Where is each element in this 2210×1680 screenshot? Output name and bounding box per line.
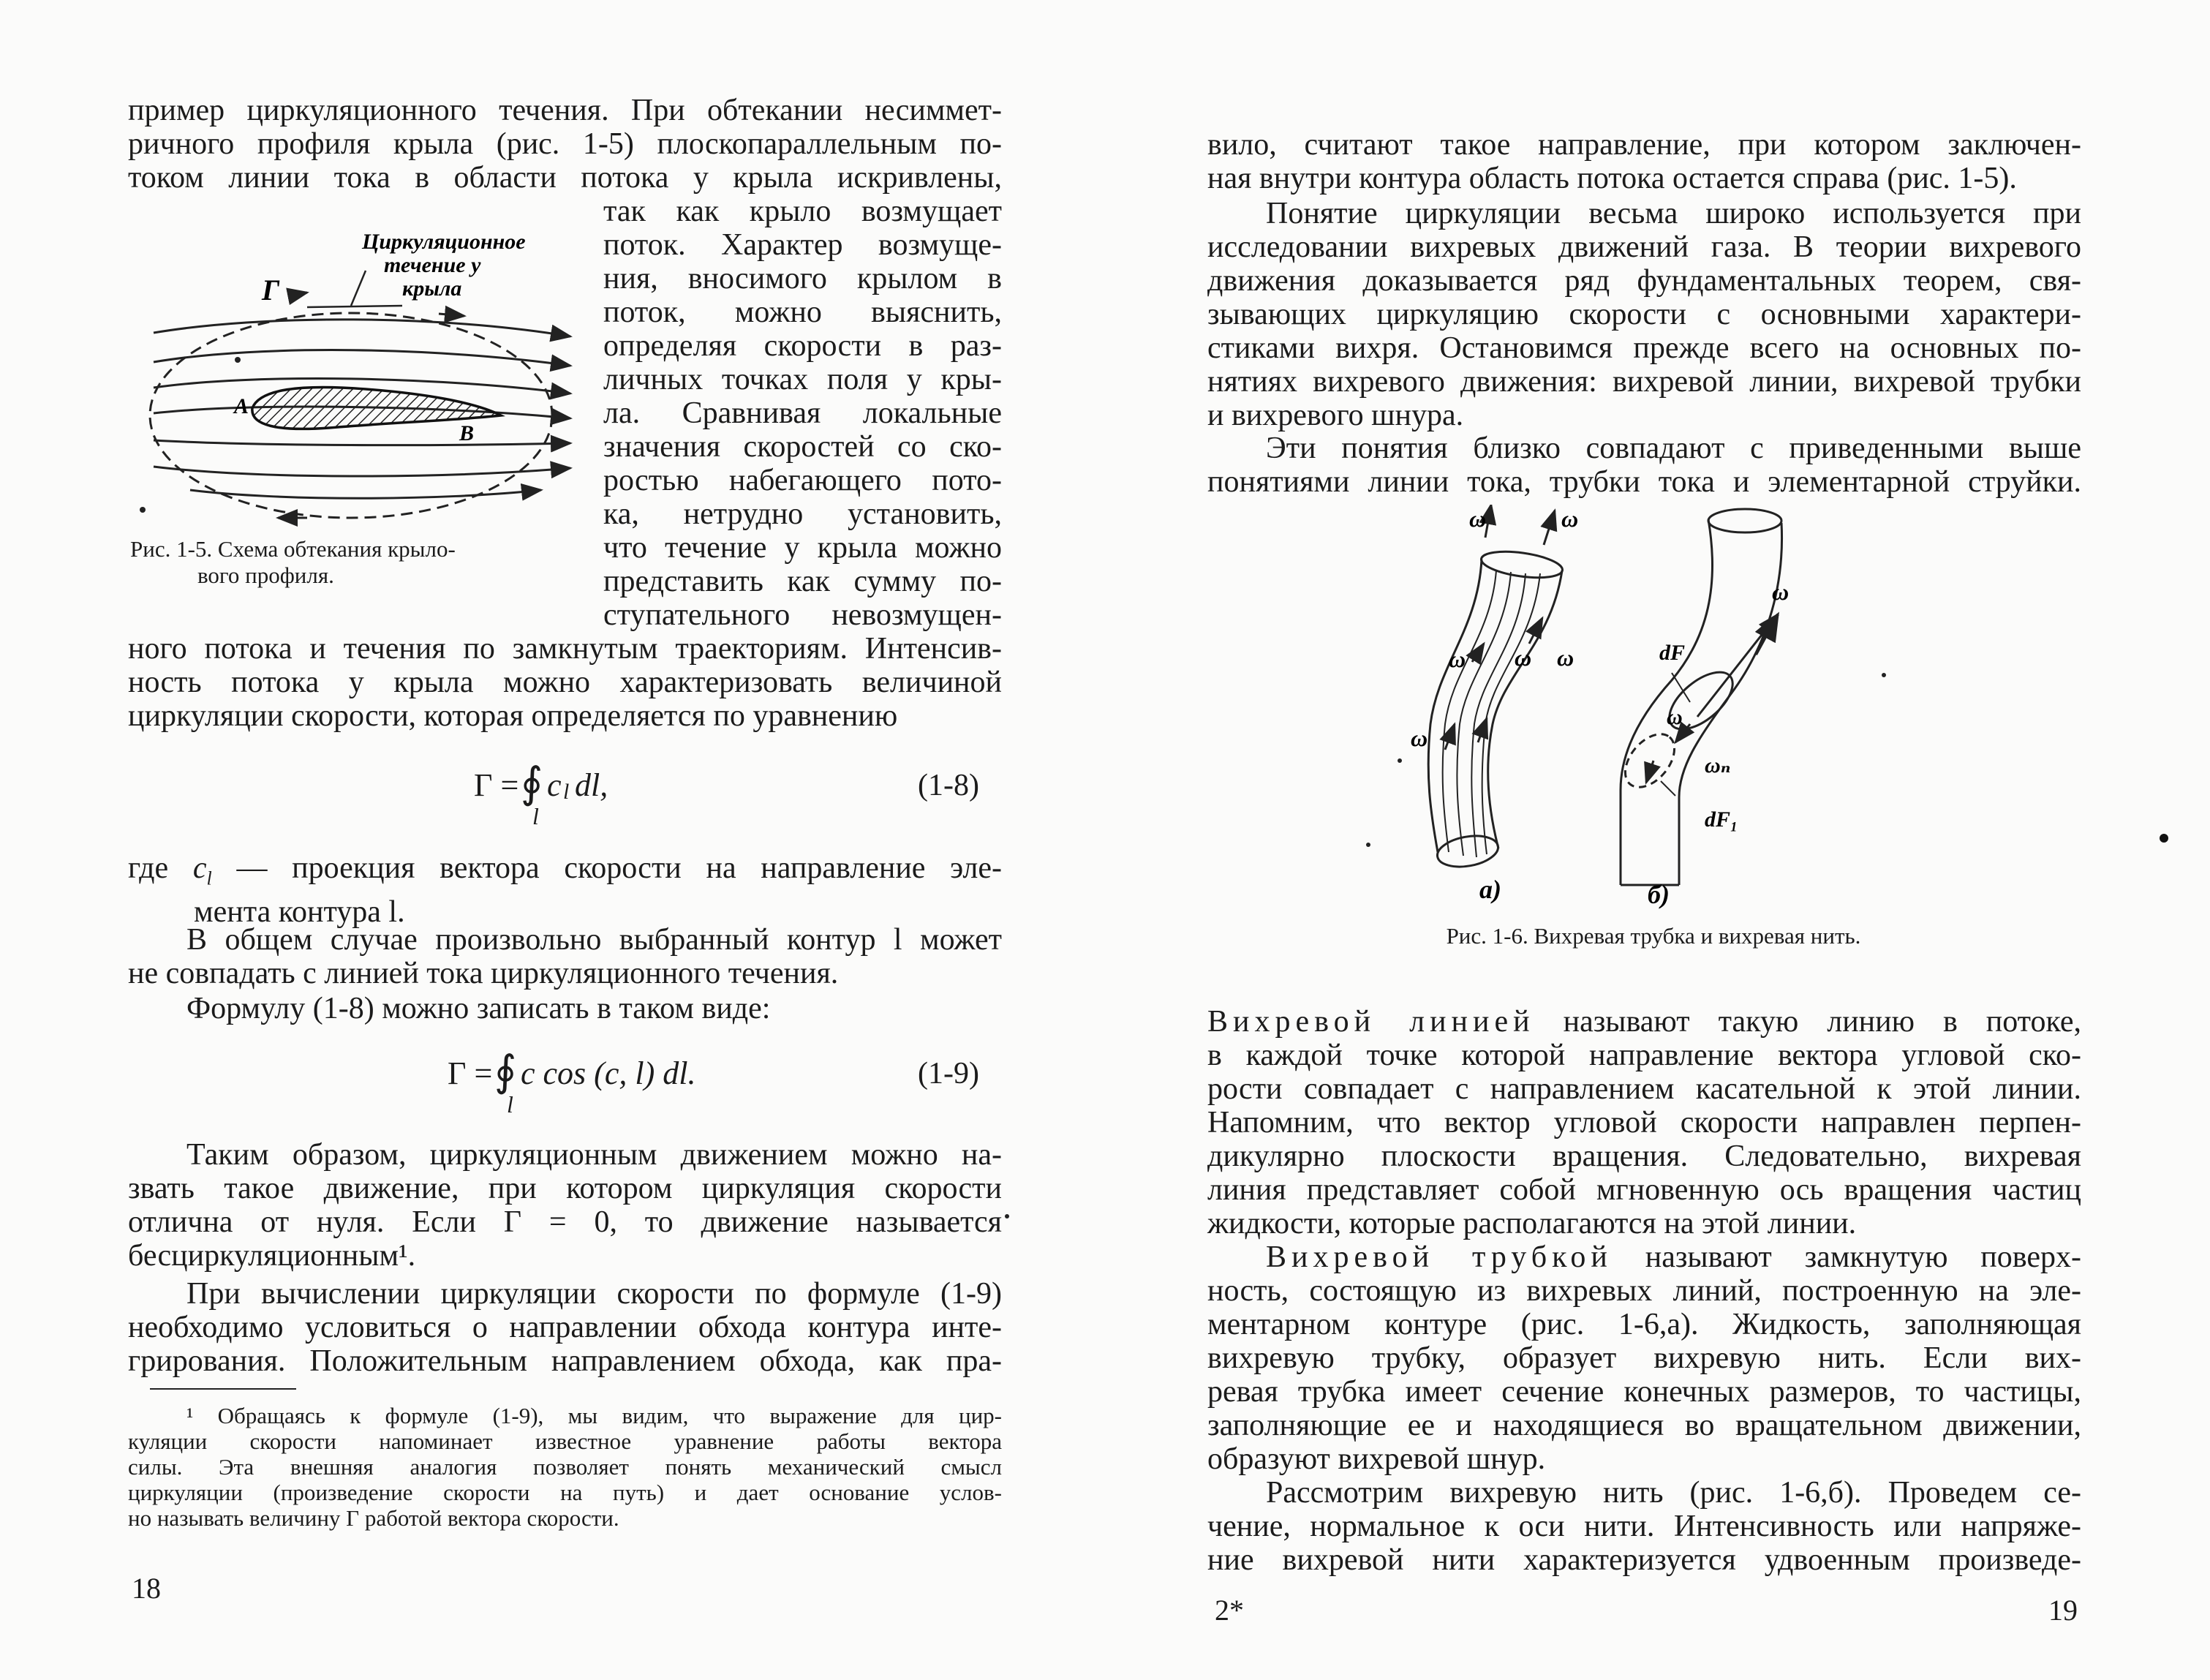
consider-paragraph [1207, 1476, 2081, 1577]
label-underline [307, 306, 402, 307]
close-paragraph [1207, 432, 2081, 499]
text-line: так как крыло возмущает [603, 195, 1002, 228]
circulation-label-line1: Циркуляционное [362, 230, 526, 254]
omega-label: ω [1515, 644, 1532, 671]
text-line: в каждой точке которой направление вектора угловой ско- [1207, 1039, 2081, 1072]
stray-dot [140, 507, 146, 513]
text-line: ментарном контуре (рис. 1-6,а). Жидкость, заполняющая [1207, 1308, 2081, 1341]
omega-arrow [1544, 511, 1555, 545]
text-line: представить как сумму по- [603, 565, 1002, 598]
omega-vector [1697, 614, 1778, 717]
equation-body: c [547, 767, 562, 803]
leader-line [351, 271, 366, 306]
text-line: ная внутри контура область потока остается справа (рис. 1-5). [1207, 162, 2017, 195]
integral-contour-label: l [532, 803, 539, 829]
footnote-line: но называть величину Г работой вектора скорости. [128, 1505, 619, 1531]
text-line: ла. Сравнивая локальные [603, 396, 1002, 430]
text-line: необходимо условиться о направлении обхода контура инте- [128, 1311, 1002, 1344]
formula-intro-paragraph [186, 992, 991, 1025]
where-text: — проекция вектора скорости на направление эле- [236, 851, 1002, 885]
text-line: ния, вносимого крылом в [603, 262, 1002, 295]
figure-1-6-caption: Рис. 1-6. Вихревая трубка и вихревая нить. [1446, 923, 1861, 949]
text-line: линия представляет собой мгновенную ось вращения частиц [1207, 1173, 2081, 1207]
where-paragraph [128, 851, 1002, 929]
tube-bottom-section [1435, 832, 1501, 871]
page-number: 19 [2048, 1594, 2078, 1627]
omega-label: ω [1667, 705, 1683, 729]
omega-label: ω [1449, 646, 1466, 672]
text-line: не совпадать с линией тока циркуляционного течения. [128, 957, 839, 990]
contour-integral-symbol: ∮ [494, 1047, 517, 1095]
text-line: Вихревой линией называют такую линию в потоке, [1207, 1005, 2081, 1039]
filament-top-section [1708, 509, 1781, 532]
vortex-line-paragraph [1207, 1005, 2081, 1240]
text-line: ступательного невозмущен- [603, 598, 1002, 632]
dF1-pointer [1646, 761, 1653, 783]
text-line: вихревую трубку, образует вихревую нить. Если вих- [1207, 1341, 2081, 1375]
text-line: бесциркуляционным¹. [128, 1239, 416, 1273]
term-vortex-line: Вихревой линией [1207, 1005, 1535, 1039]
text-line: Напомним, что вектор угловой скорости направлен перпен- [1207, 1106, 2081, 1140]
equation-lhs: Г = [448, 1055, 493, 1091]
text-line: чение, нормальное к оси нити. Интенсивность или напряже- [1207, 1510, 2081, 1543]
text-line: нятиях вихревого движения: вихревой линии, вихревой трубки [1207, 365, 2081, 399]
text-line: дикулярно плоскости вращения. Следовательно, вихревая [1207, 1140, 2081, 1173]
text-line: личных точках поля у кры- [603, 363, 1002, 396]
gamma-label: Г [262, 274, 280, 306]
text-line: поток, можно выяснить, [603, 295, 1002, 329]
equation-body: c cos (c, l) dl. [521, 1055, 696, 1091]
tube-left-edge [1428, 560, 1482, 852]
streamline [190, 490, 541, 498]
omega-arrow [1756, 614, 1778, 655]
circulation-label-line3: крыла [402, 276, 462, 301]
text-line: образуют вихревой шнур. [1207, 1442, 1546, 1476]
stray-dot [1882, 673, 1886, 677]
left-continue-paragraph [128, 632, 1002, 733]
footnote-line: ¹ Обращаясь к формуле (1-9), мы видим, что выражение для цир- [186, 1403, 1002, 1428]
omega-label: ω [1469, 505, 1487, 532]
equation-tail: dl, [575, 767, 608, 803]
text-line: где $c_l$ — проекция вектора скорости на направление эле- [128, 851, 1002, 889]
omega-arrow [1478, 718, 1487, 742]
contour-integral-symbol: ∮ [521, 759, 543, 807]
stray-dot [1398, 758, 1402, 763]
stray-dot [1366, 843, 1370, 847]
text-line: ность, состоящую из вихревых линий, построенную на эле- [1207, 1274, 2081, 1308]
streamline [154, 440, 570, 445]
figure-1-5-airfoil-flow [132, 227, 600, 534]
right-intro-paragraph [1207, 128, 2081, 195]
omega-label: ω [1561, 505, 1579, 532]
text-line: что течение у крыла можно [603, 531, 1002, 565]
filament-left-edge [1621, 519, 1713, 885]
text-line: ние вихревой нити характеризуется удвоенным произведе- [1207, 1543, 2081, 1577]
tube-right-edge [1488, 570, 1562, 848]
text-line: В общем случае произвольно выбранный контур l может [186, 923, 1002, 957]
omega-arrow [1445, 724, 1455, 750]
footnote-line: куляции скорости напоминает известное уравнение работы вектора [128, 1428, 1002, 1454]
point-a-label: А [234, 394, 249, 418]
calc-paragraph [128, 1277, 1002, 1378]
text-line: вило, считают такое направление, при котором заключен- [1207, 128, 2081, 162]
text-line: грирования. Положительным направлением обхода, как пра- [128, 1344, 1002, 1378]
general-case-paragraph [128, 923, 1002, 990]
dF1-leader [1661, 781, 1675, 796]
text-line: стиками вихря. Остановимся прежде всего на основных по- [1207, 331, 2081, 365]
text-line: движения доказывается ряд фундаментальных теорем, свя- [1207, 264, 2081, 298]
text-line: исследовании вихревых движений газа. В теории вихревого [1207, 230, 2081, 264]
text-line: ростью набегающего пото- [603, 464, 1002, 497]
text-line: жидкости, которые располагаются на этой линии. [1207, 1207, 1857, 1240]
text-line: понятиями линии тока, трубки тока и элементарной струйки. [1207, 465, 2081, 499]
text-line: Понятие циркуляции весьма широко используется при [1266, 197, 2081, 230]
text-line: поток. Характер возмуще- [603, 228, 1002, 262]
symbol-sub-l: l [206, 867, 212, 889]
left-intro-paragraph [128, 94, 1002, 195]
vortex-tube-a [1428, 505, 1564, 871]
text-line: Формулу (1-8) можно записать в таком виде: [186, 992, 771, 1025]
term-vortex-tube: Вихревой трубкой [1266, 1240, 1613, 1274]
text-line: циркуляции скорости, которая определяется по уравнению [128, 699, 898, 733]
text-line: звать такое движение, при котором циркуляция скорости [128, 1172, 1002, 1205]
page-number: 18 [132, 1572, 161, 1605]
right-page [1105, 0, 2210, 1680]
text-line: ричного профиля крыла (рис. 1-5) плоскопараллельным по- [128, 127, 1002, 161]
subfigure-label-a: а) [1479, 875, 1501, 904]
stray-dot [1005, 1214, 1009, 1218]
integral-contour-label: l [507, 1091, 513, 1118]
vortex-filament-b [1615, 509, 1781, 885]
text-line: Таким образом, циркуляционным движением можно на- [186, 1138, 1002, 1172]
text-line: Рассмотрим вихревую нить (рис. 1-6,б). Проведем се- [1266, 1476, 2081, 1510]
footnote-rule [150, 1388, 296, 1390]
left-wrap-paragraph [603, 195, 1002, 632]
figure-1-6-vortex-tube [1310, 505, 2012, 914]
section-dF1 [1615, 725, 1684, 796]
figure-1-5-caption [130, 536, 598, 589]
text-line: рости совпадает с направлением касательной к этой линии. [1207, 1072, 2081, 1106]
equation-subscript: l [563, 780, 570, 804]
stray-dot [2160, 834, 2168, 843]
flow-point [235, 357, 241, 363]
equation-lhs: Г = [474, 767, 519, 803]
caption-line: вого профиля. [197, 562, 334, 588]
vortex-line [1471, 573, 1525, 857]
text-line: ность потока у крыла можно характеризовать величиной [128, 666, 1002, 699]
text-line: Эти понятия близко совпадают с приведенными выше [1266, 432, 2081, 465]
symbol-c: c [192, 851, 207, 885]
omega-label: ω [1557, 644, 1574, 671]
streamline [154, 320, 570, 336]
signature-mark: 2* [1215, 1594, 1244, 1627]
caption-line: Рис. 1-5. Схема обтекания крыло- [130, 536, 456, 562]
omega-label: ω [1411, 725, 1428, 751]
text-line: При вычислении циркуляции скорости по формуле (1-9) [186, 1277, 1002, 1311]
tube-top-section [1479, 547, 1564, 581]
text-line: отлична от нуля. Если Г = 0, то движение называется [128, 1205, 1002, 1239]
streamline [154, 467, 570, 476]
text-line: током линии тока в области потока у крыла искривлены, [128, 161, 1002, 195]
omega-arrow [1485, 505, 1491, 538]
text-line: зывающих циркуляцию скорости с основными характери- [1207, 298, 2081, 331]
gamma-arrow [289, 293, 307, 296]
footnote-line: силы. Эта внешняя аналогия позволяет понять механический смысл [128, 1454, 1002, 1480]
text-line: заполняющие ее и находящиеся во вращательном движении, [1207, 1409, 2081, 1442]
vortex-line [1457, 572, 1511, 856]
text-line: ревая трубка имеет сечение конечных размеров, то частицы, [1207, 1375, 2081, 1409]
equation-number: (1-9) [918, 1057, 979, 1091]
omega-label: ω [1772, 579, 1790, 605]
dF1-label: dF₁ [1705, 807, 1738, 832]
text-line: значения скоростей со ско- [603, 430, 1002, 464]
vortex-tube-paragraph [1207, 1240, 2081, 1476]
footnote [128, 1403, 1002, 1531]
loop-arrow-top [439, 314, 464, 316]
text-line: и вихревого шнура. [1207, 399, 1464, 432]
subfigure-label-b: б) [1648, 880, 1670, 909]
text-line: ного потока и течения по замкнутым траекториям. Интенсив- [128, 632, 1002, 666]
text-line: ка, нетрудно установить, [603, 497, 1002, 531]
equation-number: (1-8) [918, 769, 979, 802]
thus-paragraph [128, 1138, 1002, 1273]
point-b-label: В [459, 421, 475, 445]
text-line: мента контура l. [194, 895, 405, 930]
footnote-line: циркуляции (произведение скорости на путь) и дает основание услов- [128, 1480, 1002, 1505]
text-line: Вихревой трубкой называют замкнутую поверх- [1266, 1240, 2081, 1274]
circulation-label-line2: течение у [384, 253, 481, 277]
dF-label: dF [1659, 641, 1686, 665]
concept-paragraph [1207, 197, 2081, 432]
text-line: определяя скорости в раз- [603, 329, 1002, 363]
omega-n-label: ωₙ [1705, 753, 1731, 777]
text-line: пример циркуляционного течения. При обтекании несиммет- [128, 94, 1002, 127]
